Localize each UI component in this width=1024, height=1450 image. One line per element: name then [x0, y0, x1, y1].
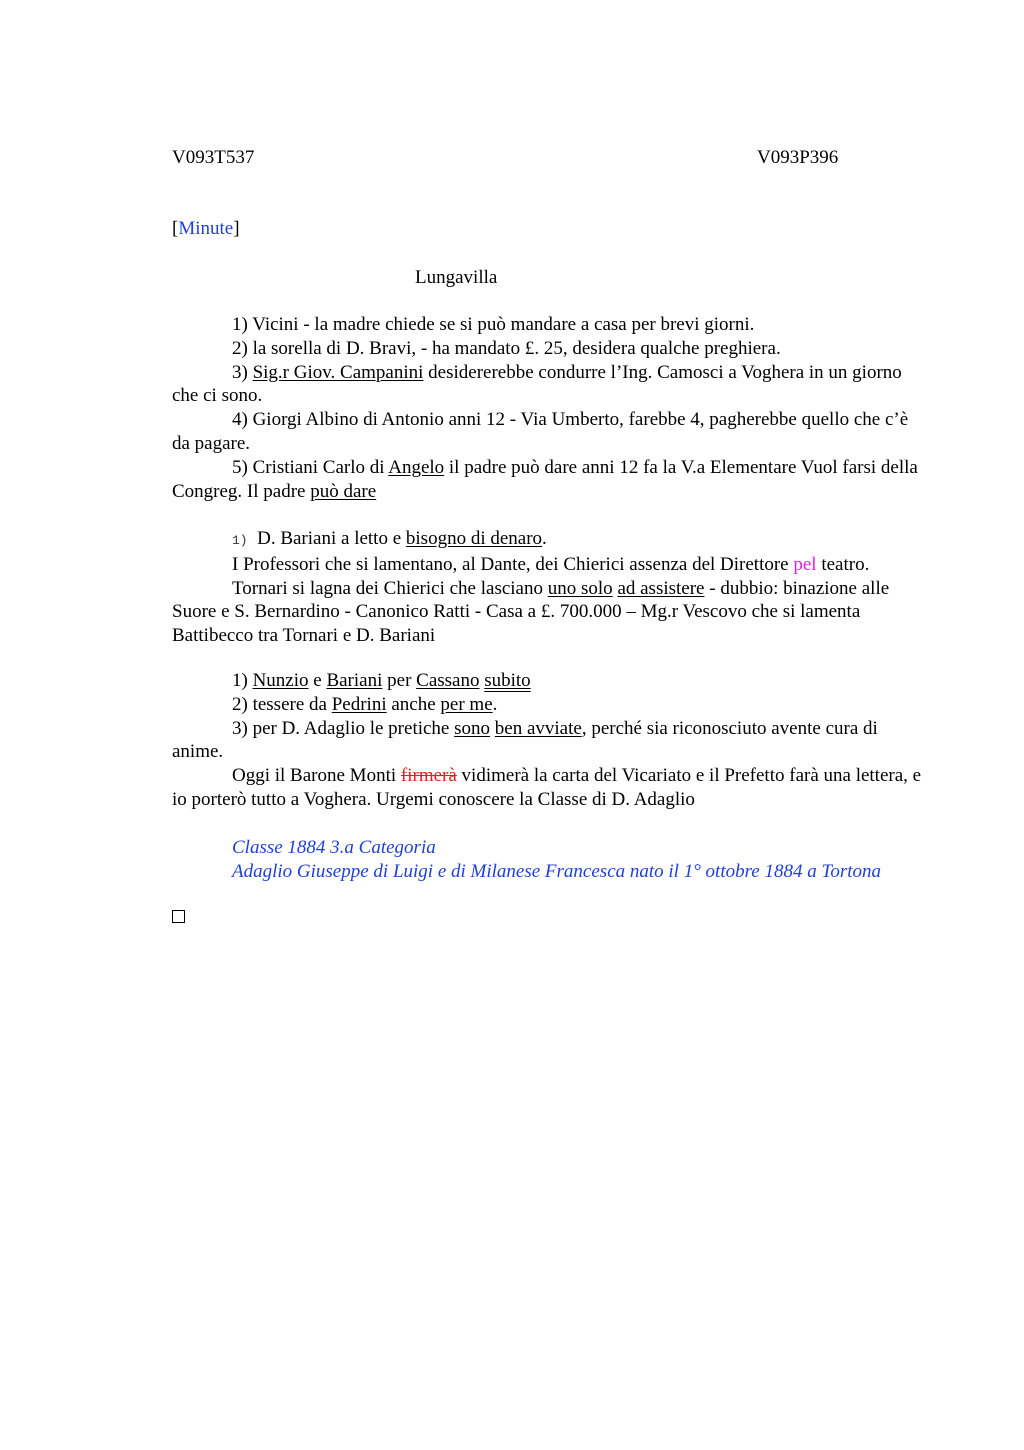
text: , perché sia riconosciuto avente cura di anime.: [172, 717, 878, 763]
text: 3): [232, 361, 253, 383]
underlined-text: ad assistere: [617, 577, 705, 599]
underlined-text: uno solo: [547, 577, 613, 599]
highlighted-text: pel: [793, 553, 817, 575]
underlined-text: Angelo: [388, 456, 445, 478]
place-heading: Lungavilla: [415, 267, 498, 288]
text: 2) la sorella di D. Bravi, - ha mandato £. 25, desidera qualche preghiera.: [232, 337, 781, 359]
underlined-text: Cassano: [416, 670, 480, 691]
paragraph: [172, 693, 928, 717]
paragraph: [172, 860, 928, 884]
text: D. Bariani a letto e: [247, 528, 406, 549]
text: 4) Giorgi Albino di Antonio anni 12 - Via Umberto, farebbe 4, pagherebbe quello che c’è da pagare.: [172, 409, 909, 454]
text: 3) per D. Adaglio le pretiche: [232, 717, 455, 739]
paragraph: [172, 313, 928, 337]
underlined-text: sono: [454, 717, 491, 739]
minute-label: Minute: [178, 218, 234, 239]
text: .: [492, 693, 498, 715]
underlined-text: Pedrini: [331, 693, 387, 715]
underlined-text: può dare: [310, 480, 377, 502]
note-section: [172, 836, 928, 884]
minute-open-bracket: [: [172, 218, 179, 239]
section-3: [172, 669, 928, 812]
text: - dubbio: binazione alle Suore e S. Bernardino - Canonico Ratti - Casa a £. 700.000 – Mg.r Vescovo che si lamenta Battibecco tra Tornari e D. Bariani: [172, 577, 890, 647]
text: anche: [386, 693, 441, 715]
text: 1) Vicini - la madre chiede se si può mandare a casa per brevi giorni.: [232, 314, 755, 335]
minute-close-bracket: ]: [233, 218, 240, 239]
list-marker: 1): [232, 533, 248, 548]
text: .: [542, 528, 547, 549]
document-code-right: V093P396: [757, 147, 839, 168]
paragraph: [172, 577, 928, 648]
underlined-text: per me: [440, 693, 493, 715]
paragraph: [172, 337, 928, 361]
text: 2) tessere da: [232, 693, 332, 715]
text: Tornari si lagna dei Chierici che lasciano: [232, 577, 548, 599]
paragraph: [172, 836, 928, 860]
paragraph: [172, 527, 928, 553]
text: per: [382, 670, 417, 691]
double-underlined-text: subito: [484, 670, 531, 691]
text: teatro.: [816, 553, 870, 575]
paragraph: [172, 553, 928, 577]
note-text: Adaglio Giuseppe di Luigi e di Milanese Francesca nato il 1° ottobre 1884 a Tortona: [232, 860, 881, 882]
paragraph: [172, 717, 928, 765]
text: e: [308, 670, 327, 691]
struck-text: firmerà: [400, 765, 457, 787]
paragraph: [172, 669, 928, 693]
underlined-text: Bariani: [326, 670, 383, 691]
underlined-text: Nunzio: [252, 670, 309, 691]
end-box-icon: [172, 910, 185, 923]
paragraph: [172, 361, 928, 409]
paragraph: [172, 408, 928, 456]
text: 1): [232, 670, 253, 691]
minute-tag: [172, 217, 240, 241]
section-1: [172, 313, 928, 503]
text: vidimerà la carta del Vicariato e il Prefetto farà una lettera, e io porterò tutto a Voghera. Urgemi conoscere la Classe di D. Adaglio: [172, 765, 922, 810]
note-text: Classe 1884 3.a Categoria: [232, 837, 436, 858]
paragraph: [172, 764, 928, 812]
paragraph: [172, 456, 928, 504]
text: il padre può dare anni 12 fa la V.a Elementare Vuol farsi della Congreg. Il padre: [172, 456, 918, 502]
section-2: [172, 527, 928, 648]
underlined-text: bisogno di denaro: [405, 528, 543, 549]
document-code-left: V093T537: [172, 147, 255, 168]
text: I Professori che si lamentano, al Dante, dei Chierici assenza del Direttore: [232, 553, 794, 575]
text: desidererebbe condurre l’Ing. Camosci a Voghera in un giorno che ci sono.: [172, 361, 902, 407]
underlined-text: Sig.r Giov. Campanini: [252, 361, 424, 383]
text: 5) Cristiani Carlo di: [232, 456, 389, 478]
text: Oggi il Barone Monti: [232, 765, 401, 787]
underlined-text: ben avviate: [494, 717, 582, 739]
